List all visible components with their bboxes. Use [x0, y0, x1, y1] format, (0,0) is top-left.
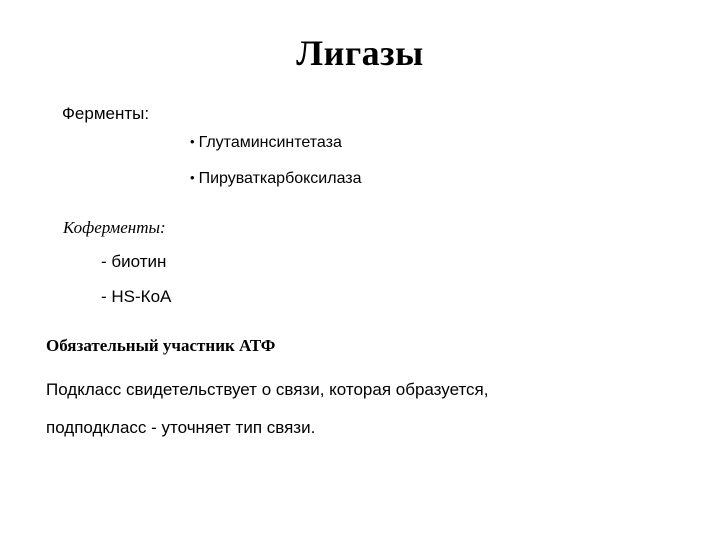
coenzymes-label: Коферменты:: [63, 218, 166, 237]
enzyme-list-item: [190, 134, 342, 152]
enzyme-list-item: [190, 170, 362, 188]
description-line: подподкласс - уточняет тип связи.: [46, 418, 316, 437]
bullet-icon: •: [190, 134, 195, 149]
atp-note: Обязательный участник АТФ: [46, 336, 276, 355]
enzymes-label: Ферменты:: [62, 104, 150, 123]
description-line: Подкласс свидетельствует о связи, которая образуется,: [46, 380, 489, 399]
enzyme-name: Глутаминсинтетаза: [198, 134, 342, 151]
slide-title: Лигазы: [296, 33, 424, 73]
bullet-icon: •: [190, 170, 195, 185]
coenzyme-item: - HS-КоА: [101, 287, 172, 306]
coenzyme-item: - биотин: [101, 252, 167, 271]
enzyme-name: Пируваткарбоксилаза: [198, 170, 362, 187]
